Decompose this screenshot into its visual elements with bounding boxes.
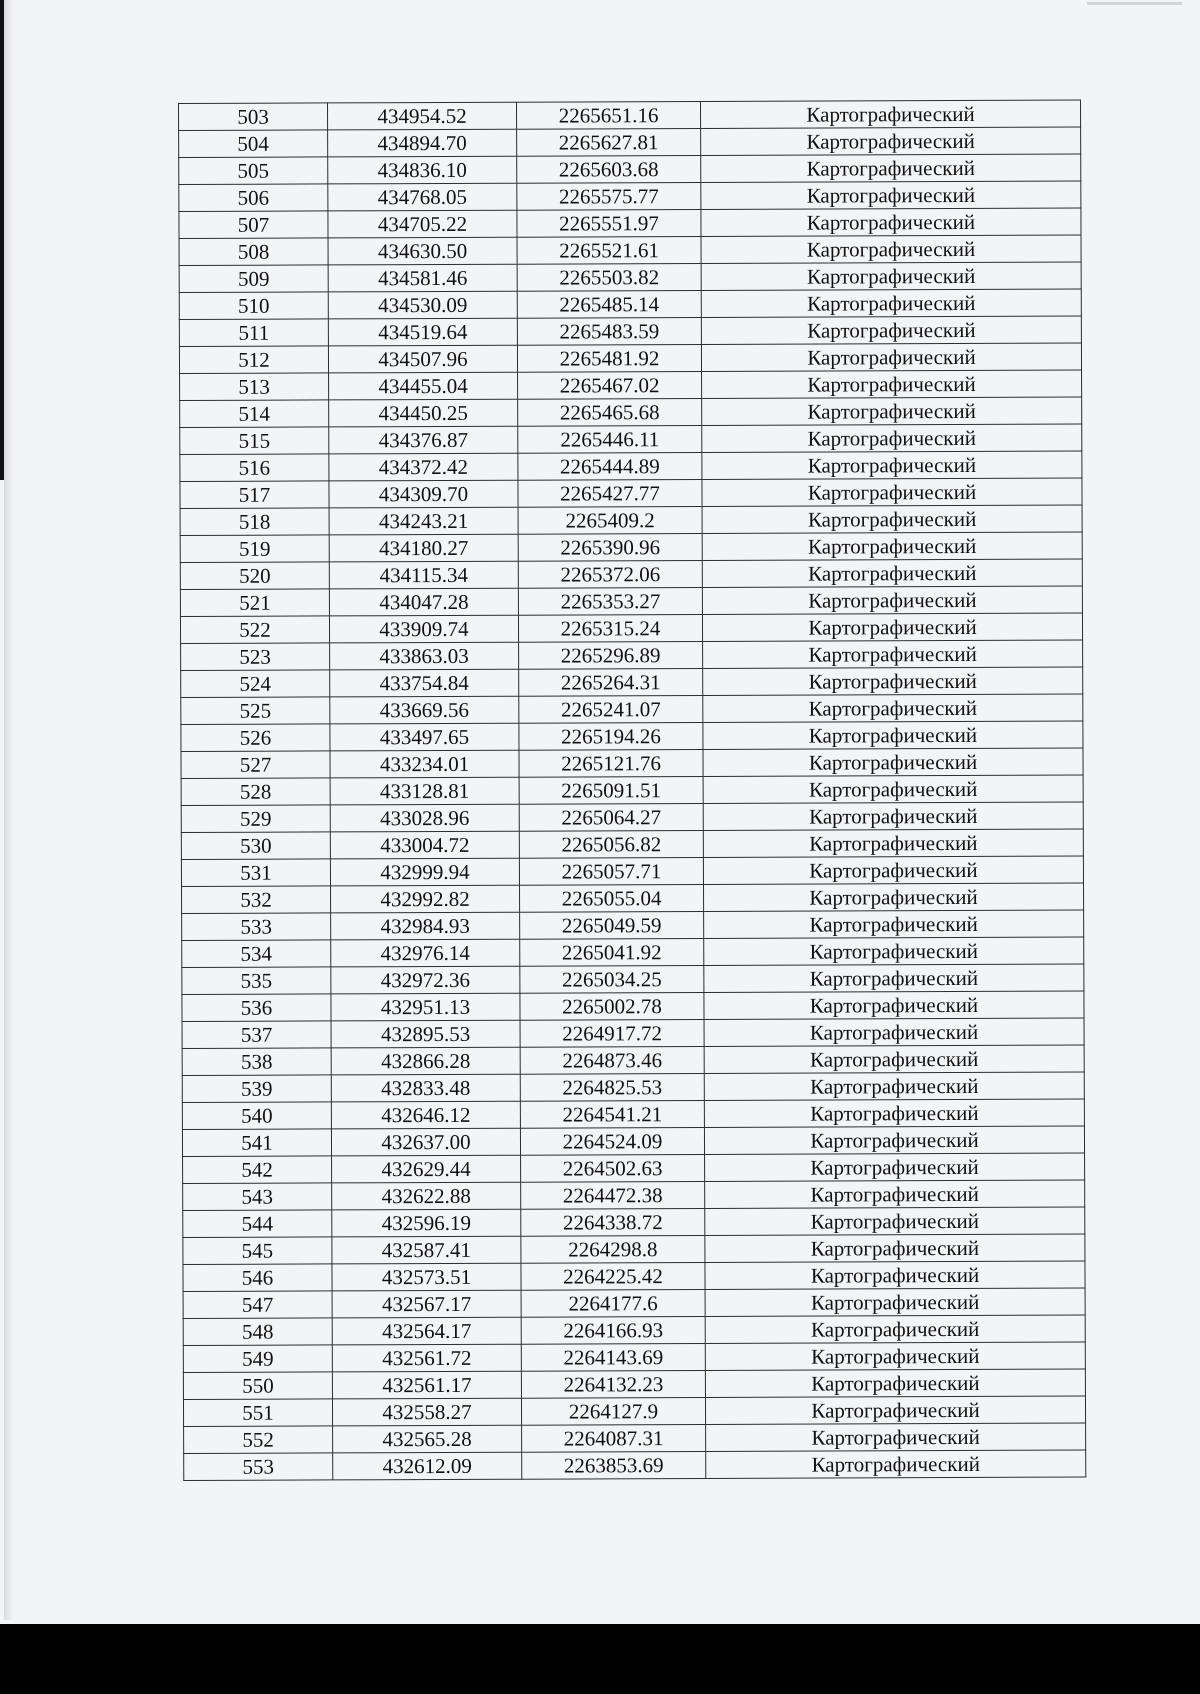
table-row [179, 316, 1081, 346]
point-number-cell: 532 [182, 886, 331, 914]
method-cell: Картографический [704, 964, 1084, 992]
y-coordinate-cell: 2265503.82 [517, 263, 701, 291]
method-cell: Картографический [704, 1018, 1084, 1046]
method-cell: Картографический [704, 1072, 1084, 1100]
point-number-cell: 511 [179, 319, 328, 347]
x-coordinate-cell: 432984.93 [331, 912, 520, 940]
y-coordinate-cell: 2264541.21 [520, 1100, 704, 1128]
table-row [183, 1153, 1085, 1183]
y-coordinate-cell: 2264143.69 [521, 1343, 705, 1371]
y-coordinate-cell: 2265002.78 [520, 992, 704, 1020]
y-coordinate-cell: 2265353.27 [518, 587, 702, 615]
x-coordinate-cell: 432972.36 [331, 966, 520, 994]
point-number-cell: 543 [183, 1183, 332, 1211]
method-cell: Картографический [701, 127, 1081, 155]
y-coordinate-cell: 2264225.42 [521, 1262, 705, 1290]
method-cell: Картографический [704, 1099, 1084, 1127]
method-cell: Картографический [704, 937, 1084, 965]
table-row [180, 586, 1082, 616]
table-row [181, 829, 1083, 859]
y-coordinate-cell: 2265467.02 [518, 371, 702, 399]
y-coordinate-cell: 2264472.38 [521, 1181, 705, 1209]
x-coordinate-cell: 432866.28 [331, 1047, 520, 1075]
method-cell: Картографический [701, 181, 1081, 209]
x-coordinate-cell: 432573.51 [332, 1263, 521, 1291]
x-coordinate-cell: 432951.13 [331, 993, 520, 1021]
x-coordinate-cell: 434376.87 [329, 426, 518, 454]
point-number-cell: 520 [180, 562, 329, 590]
method-cell: Картографический [705, 1261, 1085, 1289]
point-number-cell: 534 [182, 940, 331, 968]
method-cell: Картографический [706, 1423, 1086, 1451]
y-coordinate-cell: 2265575.77 [517, 182, 701, 210]
table-row [183, 1396, 1085, 1426]
point-number-cell: 547 [183, 1291, 332, 1319]
point-number-cell: 529 [181, 805, 330, 833]
y-coordinate-cell: 2265483.59 [517, 317, 701, 345]
y-coordinate-cell: 2265296.89 [519, 641, 703, 669]
method-cell: Картографический [703, 694, 1083, 722]
table-row [182, 1099, 1084, 1129]
method-cell: Картографический [701, 262, 1081, 290]
x-coordinate-cell: 434450.25 [329, 399, 518, 427]
table-row [182, 1018, 1084, 1048]
x-coordinate-cell: 434705.22 [328, 210, 517, 238]
point-number-cell: 516 [180, 454, 329, 482]
point-number-cell: 523 [181, 643, 330, 671]
point-number-cell: 550 [183, 1372, 332, 1400]
x-coordinate-cell: 433234.01 [330, 750, 519, 778]
point-number-cell: 553 [184, 1453, 333, 1481]
x-coordinate-cell: 434630.50 [328, 237, 517, 265]
table-row [179, 154, 1081, 184]
method-cell: Картографический [701, 343, 1081, 371]
table-row [180, 397, 1082, 427]
point-number-cell: 526 [181, 724, 330, 752]
table-row [181, 775, 1083, 805]
method-cell: Картографический [702, 397, 1082, 425]
point-number-cell: 506 [179, 184, 328, 212]
method-cell: Картографический [701, 289, 1081, 317]
table-row [182, 910, 1084, 940]
y-coordinate-cell: 2265041.92 [520, 938, 704, 966]
table-row [183, 1261, 1085, 1291]
method-cell: Картографический [705, 1207, 1085, 1235]
x-coordinate-cell: 432587.41 [332, 1236, 521, 1264]
coordinate-table [178, 100, 1086, 1481]
x-coordinate-cell: 432833.48 [331, 1074, 520, 1102]
x-coordinate-cell: 434954.52 [328, 102, 517, 130]
x-coordinate-cell: 434507.96 [328, 345, 517, 373]
table-row [179, 181, 1081, 211]
table-row [183, 1342, 1085, 1372]
y-coordinate-cell: 2265056.82 [519, 830, 703, 858]
point-number-cell: 540 [182, 1102, 331, 1130]
method-cell: Картографический [702, 424, 1082, 452]
table-row [179, 208, 1081, 238]
x-coordinate-cell: 432558.27 [332, 1398, 521, 1426]
x-coordinate-cell: 432646.12 [331, 1101, 520, 1129]
x-coordinate-cell: 432992.82 [331, 885, 520, 913]
y-coordinate-cell: 2265651.16 [516, 101, 700, 129]
table-row [182, 1126, 1084, 1156]
table-row [183, 1315, 1085, 1345]
x-coordinate-cell: 433863.03 [330, 642, 519, 670]
point-number-cell: 542 [183, 1156, 332, 1184]
table-row [179, 100, 1081, 130]
method-cell: Картографический [703, 721, 1083, 749]
method-cell: Картографический [704, 1045, 1084, 1073]
point-number-cell: 515 [180, 427, 329, 455]
x-coordinate-cell: 434530.09 [328, 291, 517, 319]
y-coordinate-cell: 2265521.61 [517, 236, 701, 264]
method-cell: Картографический [701, 316, 1081, 344]
point-number-cell: 537 [182, 1021, 331, 1049]
y-coordinate-cell: 2264177.6 [521, 1289, 705, 1317]
table-row [180, 559, 1082, 589]
table-row [179, 343, 1081, 373]
x-coordinate-cell: 433669.56 [330, 696, 519, 724]
point-number-cell: 536 [182, 994, 331, 1022]
table-row [180, 505, 1082, 535]
method-cell: Картографический [703, 802, 1083, 830]
method-cell: Картографический [703, 829, 1083, 857]
method-cell: Картографический [702, 451, 1082, 479]
method-cell: Картографический [703, 748, 1083, 776]
method-cell: Картографический [704, 910, 1084, 938]
table-row [181, 694, 1083, 724]
x-coordinate-cell: 432622.88 [332, 1182, 521, 1210]
table-row [182, 964, 1084, 994]
point-number-cell: 528 [181, 778, 330, 806]
y-coordinate-cell: 2265264.31 [519, 668, 703, 696]
coordinate-table-body [179, 100, 1086, 1480]
table-row [182, 937, 1084, 967]
method-cell: Картографический [700, 100, 1080, 128]
point-number-cell: 533 [182, 913, 331, 941]
method-cell: Картографический [704, 1126, 1084, 1154]
method-cell: Картографический [702, 613, 1082, 641]
y-coordinate-cell: 2264298.8 [521, 1235, 705, 1263]
y-coordinate-cell: 2264087.31 [522, 1424, 706, 1452]
x-coordinate-cell: 434180.27 [329, 534, 518, 562]
table-row [179, 262, 1081, 292]
y-coordinate-cell: 2265603.68 [517, 155, 701, 183]
method-cell: Картографический [702, 478, 1082, 506]
scan-top-mark [1087, 2, 1182, 5]
x-coordinate-cell: 434455.04 [329, 372, 518, 400]
method-cell: Картографический [705, 1396, 1085, 1424]
x-coordinate-cell: 432561.72 [332, 1344, 521, 1372]
y-coordinate-cell: 2265409.2 [518, 506, 702, 534]
x-coordinate-cell: 432637.00 [331, 1128, 520, 1156]
y-coordinate-cell: 2265091.51 [519, 776, 703, 804]
point-number-cell: 538 [182, 1048, 331, 1076]
x-coordinate-cell: 432629.44 [332, 1155, 521, 1183]
coordinate-table-wrapper [178, 100, 1085, 1523]
y-coordinate-cell: 2264873.46 [520, 1046, 704, 1074]
x-coordinate-cell: 434115.34 [329, 561, 518, 589]
point-number-cell: 514 [180, 400, 329, 428]
table-row [183, 1288, 1085, 1318]
table-row [179, 235, 1081, 265]
y-coordinate-cell: 2265465.68 [518, 398, 702, 426]
x-coordinate-cell: 433754.84 [330, 669, 519, 697]
method-cell: Картографический [703, 667, 1083, 695]
x-coordinate-cell: 432999.94 [330, 858, 519, 886]
method-cell: Картографический [702, 586, 1082, 614]
method-cell: Картографический [701, 154, 1081, 182]
table-row [181, 748, 1083, 778]
method-cell: Картографический [704, 883, 1084, 911]
table-row [181, 721, 1083, 751]
y-coordinate-cell: 2265241.07 [519, 695, 703, 723]
point-number-cell: 509 [179, 265, 328, 293]
x-coordinate-cell: 432976.14 [331, 939, 520, 967]
table-row [182, 991, 1084, 1021]
point-number-cell: 548 [183, 1318, 332, 1346]
table-row [183, 1234, 1085, 1264]
point-number-cell: 539 [182, 1075, 331, 1103]
x-coordinate-cell: 432564.17 [332, 1317, 521, 1345]
x-coordinate-cell: 434047.28 [329, 588, 518, 616]
method-cell: Картографический [706, 1450, 1086, 1478]
method-cell: Картографический [705, 1342, 1085, 1370]
point-number-cell: 541 [182, 1129, 331, 1157]
point-number-cell: 521 [180, 589, 329, 617]
x-coordinate-cell: 434581.46 [328, 264, 517, 292]
y-coordinate-cell: 2265194.26 [519, 722, 703, 750]
point-number-cell: 519 [180, 535, 329, 563]
x-coordinate-cell: 433128.81 [330, 777, 519, 805]
point-number-cell: 517 [180, 481, 329, 509]
point-number-cell: 510 [179, 292, 328, 320]
y-coordinate-cell: 2265446.11 [518, 425, 702, 453]
point-number-cell: 549 [183, 1345, 332, 1373]
y-coordinate-cell: 2263853.69 [522, 1451, 706, 1479]
y-coordinate-cell: 2265064.27 [519, 803, 703, 831]
method-cell: Картографический [705, 1288, 1085, 1316]
table-row [183, 1207, 1085, 1237]
method-cell: Картографический [705, 1315, 1085, 1343]
table-row [184, 1450, 1086, 1480]
table-row [181, 640, 1083, 670]
table-row [182, 883, 1084, 913]
x-coordinate-cell: 433004.72 [330, 831, 519, 859]
method-cell: Картографический [701, 208, 1081, 236]
y-coordinate-cell: 2265049.59 [520, 911, 704, 939]
x-coordinate-cell: 432895.53 [331, 1020, 520, 1048]
y-coordinate-cell: 2265390.96 [518, 533, 702, 561]
point-number-cell: 530 [181, 832, 330, 860]
table-row [184, 1423, 1086, 1453]
x-coordinate-cell: 433497.65 [330, 723, 519, 751]
method-cell: Картографический [702, 559, 1082, 587]
point-number-cell: 552 [184, 1426, 333, 1454]
y-coordinate-cell: 2265121.76 [519, 749, 703, 777]
point-number-cell: 524 [181, 670, 330, 698]
x-coordinate-cell: 432565.28 [333, 1425, 522, 1453]
table-row [181, 667, 1083, 697]
y-coordinate-cell: 2265372.06 [518, 560, 702, 588]
table-row [180, 451, 1082, 481]
method-cell: Картографический [705, 1234, 1085, 1262]
y-coordinate-cell: 2265481.92 [517, 344, 701, 372]
table-row [180, 478, 1082, 508]
point-number-cell: 531 [181, 859, 330, 887]
scan-shadow [4, 0, 14, 1620]
x-coordinate-cell: 433909.74 [329, 615, 518, 643]
point-number-cell: 505 [179, 157, 328, 185]
method-cell: Картографический [705, 1369, 1085, 1397]
y-coordinate-cell: 2265551.97 [517, 209, 701, 237]
point-number-cell: 525 [181, 697, 330, 725]
y-coordinate-cell: 2264825.53 [520, 1073, 704, 1101]
x-coordinate-cell: 432567.17 [332, 1290, 521, 1318]
y-coordinate-cell: 2265627.81 [517, 128, 701, 156]
scan-bottom-bar [0, 1624, 1200, 1694]
method-cell: Картографический [703, 640, 1083, 668]
table-row [179, 289, 1081, 319]
y-coordinate-cell: 2265034.25 [520, 965, 704, 993]
table-row [181, 802, 1083, 832]
table-row [182, 1045, 1084, 1075]
y-coordinate-cell: 2265444.89 [518, 452, 702, 480]
table-row [180, 370, 1082, 400]
x-coordinate-cell: 432612.09 [333, 1452, 522, 1480]
point-number-cell: 504 [179, 130, 328, 158]
y-coordinate-cell: 2264127.9 [521, 1397, 705, 1425]
table-row [183, 1180, 1085, 1210]
method-cell: Картографический [705, 1180, 1085, 1208]
method-cell: Картографический [701, 235, 1081, 263]
y-coordinate-cell: 2264338.72 [521, 1208, 705, 1236]
x-coordinate-cell: 434243.21 [329, 507, 518, 535]
x-coordinate-cell: 432596.19 [332, 1209, 521, 1237]
method-cell: Картографический [704, 991, 1084, 1019]
point-number-cell: 513 [180, 373, 329, 401]
point-number-cell: 551 [183, 1399, 332, 1427]
y-coordinate-cell: 2264132.23 [521, 1370, 705, 1398]
table-row [180, 532, 1082, 562]
point-number-cell: 545 [183, 1237, 332, 1265]
y-coordinate-cell: 2264524.09 [520, 1127, 704, 1155]
method-cell: Картографический [702, 370, 1082, 398]
point-number-cell: 546 [183, 1264, 332, 1292]
x-coordinate-cell: 434372.42 [329, 453, 518, 481]
point-number-cell: 535 [182, 967, 331, 995]
x-coordinate-cell: 434768.05 [328, 183, 517, 211]
point-number-cell: 527 [181, 751, 330, 779]
point-number-cell: 522 [180, 616, 329, 644]
x-coordinate-cell: 434894.70 [328, 129, 517, 157]
x-coordinate-cell: 432561.17 [332, 1371, 521, 1399]
point-number-cell: 512 [179, 346, 328, 374]
table-row [179, 127, 1081, 157]
method-cell: Картографический [705, 1153, 1085, 1181]
y-coordinate-cell: 2265057.71 [519, 857, 703, 885]
point-number-cell: 518 [180, 508, 329, 536]
y-coordinate-cell: 2264166.93 [521, 1316, 705, 1344]
table-row [181, 856, 1083, 886]
table-row [182, 1072, 1084, 1102]
point-number-cell: 507 [179, 211, 328, 239]
point-number-cell: 544 [183, 1210, 332, 1238]
table-row [183, 1369, 1085, 1399]
x-coordinate-cell: 434309.70 [329, 480, 518, 508]
method-cell: Картографический [702, 532, 1082, 560]
y-coordinate-cell: 2265427.77 [518, 479, 702, 507]
y-coordinate-cell: 2265485.14 [517, 290, 701, 318]
y-coordinate-cell: 2265315.24 [518, 614, 702, 642]
table-row [180, 424, 1082, 454]
method-cell: Картографический [703, 775, 1083, 803]
y-coordinate-cell: 2264502.63 [521, 1154, 705, 1182]
x-coordinate-cell: 433028.96 [330, 804, 519, 832]
point-number-cell: 508 [179, 238, 328, 266]
x-coordinate-cell: 434836.10 [328, 156, 517, 184]
method-cell: Картографический [702, 505, 1082, 533]
y-coordinate-cell: 2265055.04 [520, 884, 704, 912]
y-coordinate-cell: 2264917.72 [520, 1019, 704, 1047]
method-cell: Картографический [703, 856, 1083, 884]
table-row [180, 613, 1082, 643]
point-number-cell: 503 [179, 103, 328, 131]
x-coordinate-cell: 434519.64 [328, 318, 517, 346]
